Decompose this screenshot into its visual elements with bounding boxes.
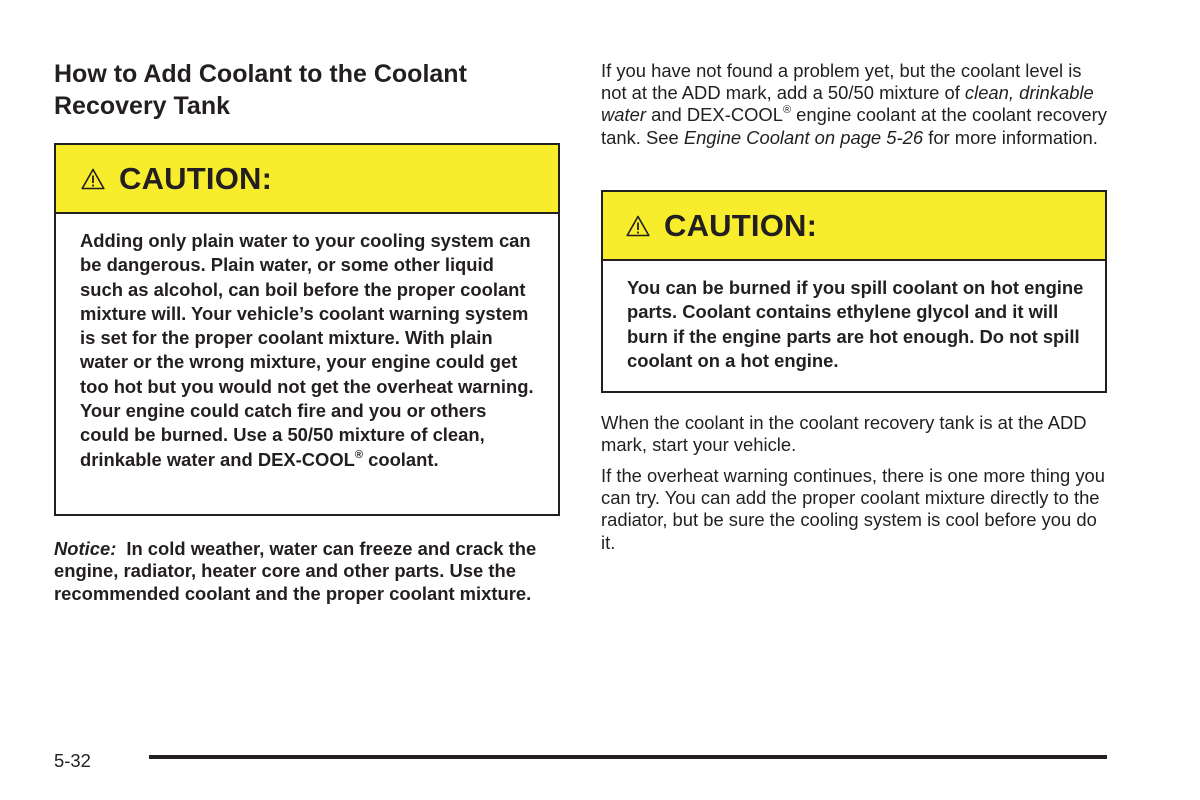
registered-mark: ® (354, 448, 363, 461)
para-text-1: If you have not found a problem yet, but the coolant level is not at the ADD mark, add a 50/50 mixture of (601, 60, 1082, 104)
caution-text-end: coolant. (363, 448, 439, 470)
right-column (601, 60, 1107, 553)
caution-heading: CAUTION: (664, 208, 818, 243)
left-column (54, 58, 560, 604)
notice-paragraph (54, 538, 560, 605)
radiator-paragraph: If the overheat warning continues, there is one more thing you can try. You can add the proper coolant mixture directly to the radiator, but be sure the cooling system is cool before you do it. (601, 465, 1106, 553)
para-italic-water: clean, drinkable water (601, 82, 1094, 126)
page-number: 5-32 (54, 750, 91, 771)
notice-text: In cold weather, water can freeze and crack the engine, radiator, heater core and other parts. Use the recommended coolant and the proper coolant mixture. (54, 538, 537, 604)
section-title: How to Add Coolant to the Coolant Recovery Tank (54, 60, 467, 120)
start-vehicle-paragraph: When the coolant in the coolant recovery tank is at the ADD mark, start your vehicle. (601, 412, 1087, 456)
para-text-6: for more information. (923, 126, 1098, 148)
caution-box-coolant-water (54, 143, 560, 516)
caution-text (56, 214, 558, 472)
warning-triangle-icon (626, 215, 650, 237)
para-text-4: engine coolant at the coolant recovery tank. See (601, 104, 1107, 148)
caution-heading: CAUTION: (119, 161, 273, 196)
registered-mark: ® (782, 104, 792, 117)
para-text-3: and DEX-COOL (645, 104, 783, 126)
caution-text: You can be burned if you spill coolant on hot engine parts. Coolant contains ethylene glycol and it will burn if the engine parts are hot enough. Do not spill coolant on a hot engine. (627, 277, 1084, 371)
add-coolant-paragraph (601, 60, 1107, 149)
footer-rule (149, 755, 1107, 759)
warning-triangle-icon (81, 168, 105, 190)
caution-text-main: Adding only plain water to your cooling system can be dangerous. Plain water, or some other liquid such as alcohol, can boil before the proper coolant mixture will. Your vehicle’s coolant warning system is set for the proper coolant mixture. With plain water or the wrong mixture, your engine could get too hot but you would not get the overheat warning. Your engine could catch fire and you or others could be burned. Use a 50/50 mixture of clean, drinkable water and DEX-COOL (80, 230, 534, 470)
cross-reference: Engine Coolant on page 5-26 (683, 126, 924, 148)
caution-box-burn (601, 190, 1107, 393)
notice-label: Notice: (54, 538, 117, 559)
caution-header (603, 192, 1105, 261)
caution-header (56, 145, 558, 214)
